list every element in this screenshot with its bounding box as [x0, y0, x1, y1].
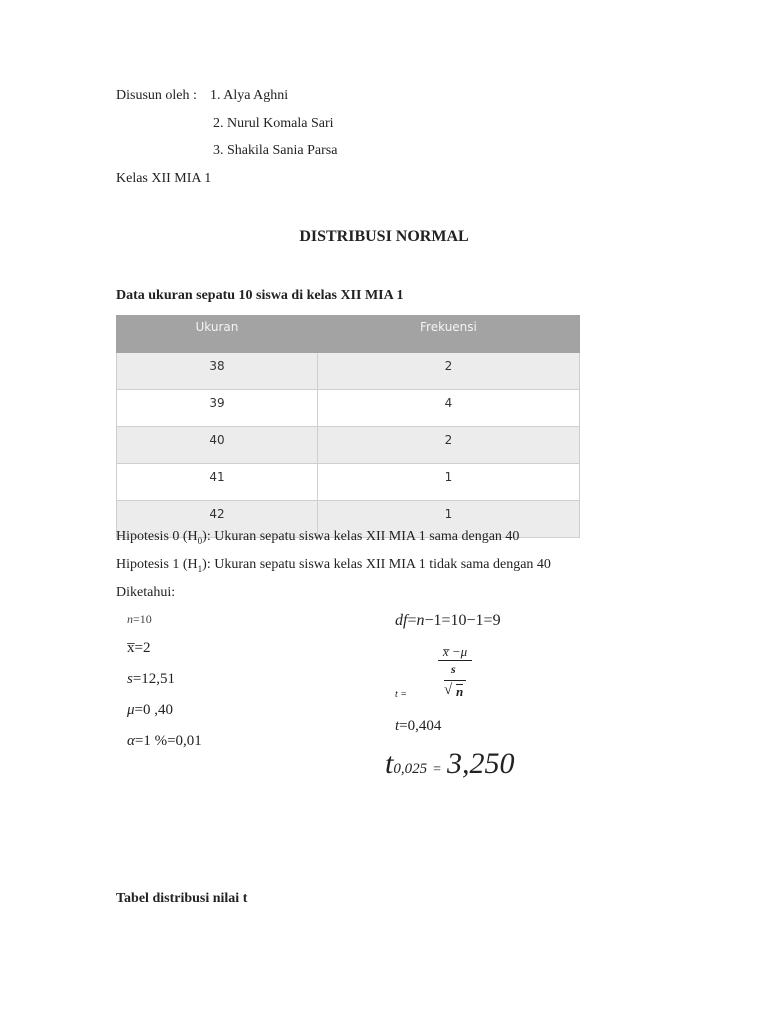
shoe-size-table [116, 315, 580, 538]
h1-subscript: 1 [197, 563, 203, 574]
h1-text: ): Ukuran sepatu siswa kelas XII MIA 1 tidak sama dengan 40 [202, 557, 551, 572]
table-row [117, 390, 580, 427]
t-formula-fraction [432, 644, 478, 701]
sqrt-n: n [456, 684, 464, 699]
cell-ukuran: 39 [117, 390, 318, 427]
authors-label: Disusun oleh : [116, 88, 197, 103]
t-critical [385, 744, 515, 790]
cell-frekuensi: 4 [317, 390, 579, 427]
h0-prefix: Hipotesis 0 (H [116, 529, 198, 544]
known-n: n=10 [127, 612, 152, 626]
hypothesis-1 [116, 557, 551, 574]
cell-ukuran: 40 [117, 427, 318, 464]
table-caption: Data ukuran sepatu 10 siswa di kelas XII MIA 1 [116, 288, 404, 303]
fraction-denominator [432, 661, 478, 701]
h0-text: ): Ukuran sepatu siswa kelas XII MIA 1 sama dengan 40 [202, 529, 520, 544]
t-formula-label: t = [395, 689, 408, 700]
page-title: DISTRIBUSI NORMAL [299, 228, 469, 245]
known-alpha: α=1 %=0,01 [127, 733, 202, 749]
h0-subscript: 0 [197, 535, 203, 546]
author-1: 1. Alya Aghni [210, 88, 289, 103]
author-2: 2. Nurul Komala Sari [213, 116, 334, 131]
known-s: s=12,51 [127, 671, 176, 687]
known-xbar: x̅=2 [127, 640, 151, 656]
table-row [117, 353, 580, 390]
denominator-s: s [451, 662, 456, 676]
header-frekuensi: Frekuensi [317, 316, 579, 353]
df-formula: df=n−1=10−1=9 [395, 612, 501, 629]
t-critical-subscript: 0,025 [393, 761, 428, 777]
t-critical-symbol: t [385, 747, 394, 780]
t-critical-value: 3,250 [447, 747, 515, 780]
table-row [117, 464, 580, 501]
t-table-caption: Tabel distribusi nilai t [116, 891, 248, 906]
fraction-numerator: x̅ −μ [442, 644, 468, 659]
cell-frekuensi: 2 [317, 427, 579, 464]
t-critical-equals: = [433, 762, 441, 777]
known-mu: μ=0 ,40 [127, 702, 173, 718]
header-ukuran: Ukuran [117, 316, 318, 353]
cell-frekuensi: 2 [317, 353, 579, 390]
inner-fraction-bar [444, 680, 466, 681]
class-label: Kelas XII MIA 1 [116, 171, 212, 186]
h1-prefix: Hipotesis 1 (H [116, 557, 198, 572]
table-header-row [117, 316, 580, 353]
cell-frekuensi: 1 [317, 464, 579, 501]
t-value: t=0,404 [395, 718, 442, 734]
cell-ukuran: 38 [117, 353, 318, 390]
diketahui-label: Diketahui: [116, 585, 176, 600]
table-row [117, 427, 580, 464]
cell-ukuran: 41 [117, 464, 318, 501]
author-3: 3. Shakila Sania Parsa [213, 143, 338, 158]
cell-frekuensi: 1 [317, 501, 579, 538]
sqrt-icon: √ [444, 682, 453, 698]
cell-ukuran: 42 [117, 501, 318, 538]
hypothesis-0 [116, 529, 519, 546]
